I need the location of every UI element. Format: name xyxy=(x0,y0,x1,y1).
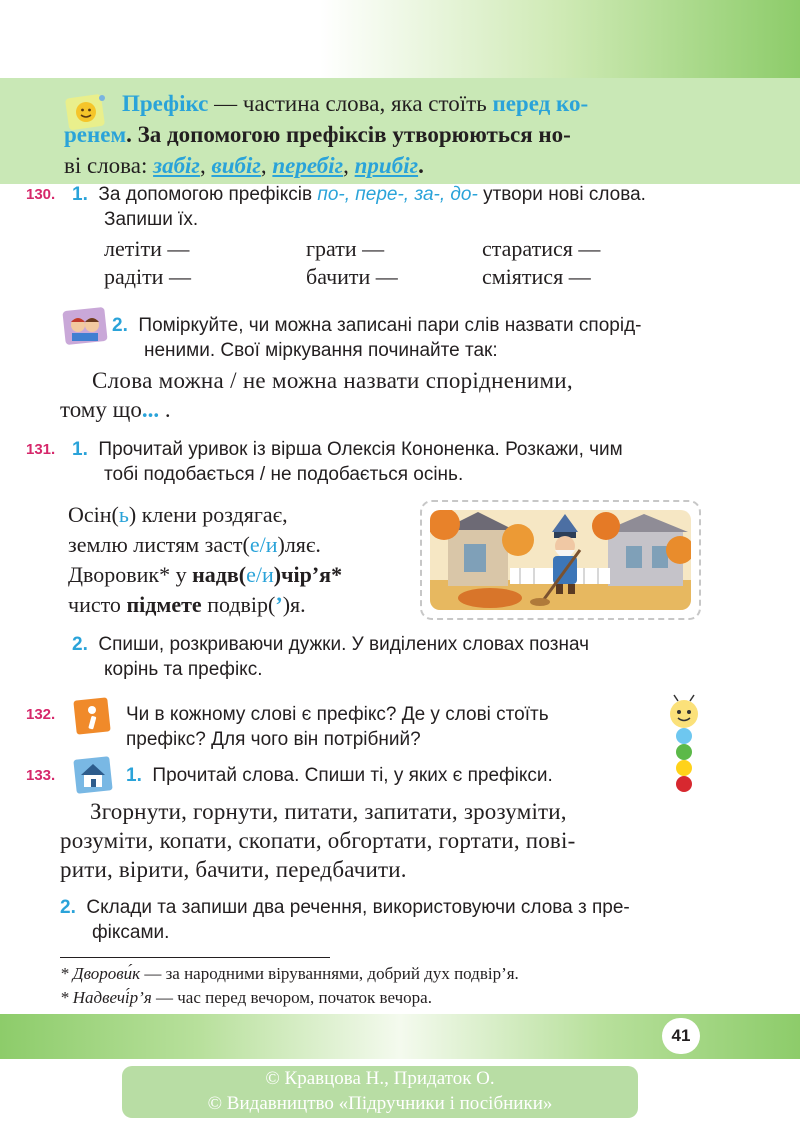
pair-work-icon xyxy=(62,306,108,346)
rule-examples-line: ві слова: забіг, вибіг, перебіг, прибіг. xyxy=(64,153,424,178)
example-word: прибіг xyxy=(354,153,419,178)
sentence-start-cont: тому що... . xyxy=(60,397,171,422)
poem xyxy=(68,500,342,620)
word-list-line: рити, вірити, бачити, передбачити. xyxy=(60,857,407,882)
footnotes xyxy=(60,962,519,1010)
task-131-2-cont: корінь та префікс. xyxy=(104,659,263,680)
task-133-2: 2. Склади та запиши два речення, використовуючи слова з пре- xyxy=(60,897,630,918)
word-list-line: Згорнути, горнути, питати, запитати, зрозуміти, xyxy=(90,799,567,824)
rule-definition: Префікс — частина слова, яка стоїть перед ко- xyxy=(122,91,589,116)
caterpillar-icon xyxy=(664,694,704,796)
task-131-1: 1. Прочитай уривок із вірша Олексія Кононенка. Розкажи, чим xyxy=(72,439,623,460)
header-band xyxy=(0,0,800,80)
exercise-number: 131. xyxy=(26,441,56,458)
task-131-2: 2. Спиши, розкриваючи дужки. У виділених словах познач xyxy=(72,634,590,655)
example-word: вибіг xyxy=(211,153,261,178)
exercise-number: 132. xyxy=(26,706,56,723)
copyright-box xyxy=(122,1066,638,1118)
exercise-number: 130. xyxy=(26,186,56,203)
pencil-think-icon xyxy=(72,696,112,736)
autumn-scene-image xyxy=(430,510,691,610)
task-131-1-cont: тобі подобається / не подобається осінь. xyxy=(104,464,464,485)
poem-line: землю листям заст(е/и)ляє. xyxy=(68,532,321,557)
footnote-divider xyxy=(60,957,330,958)
footnote: * Дворови́к — за народними віруваннями, добрий дух подвір’я. xyxy=(60,964,519,983)
example-word: перебіг xyxy=(272,153,344,178)
page-number: 41 xyxy=(662,1018,700,1054)
word-item: летіти — xyxy=(104,236,190,261)
task-132-line2: префікс? Для чого він потрібний? xyxy=(126,729,421,750)
task-130-1: 1. За допомогою префіксів по-, пере-, за-, до- утвори нові слова. xyxy=(72,184,646,205)
copyright-line: © Видавництво «Підручники і посібники» xyxy=(207,1093,553,1114)
copyright-line: © Кравцова Н., Придаток О. xyxy=(265,1068,495,1089)
task-130-2-cont: неними. Свої міркування починайте так: xyxy=(144,340,498,361)
word-item: старатися — xyxy=(482,236,601,261)
task-130-1-cont: Запиши їх. xyxy=(104,209,199,230)
example-word: забіг xyxy=(153,153,200,178)
task-133-2-cont: фіксами. xyxy=(92,922,170,943)
poem-line: Дворовик* у надв(е/и)чір’я* xyxy=(68,562,343,587)
task-133-1: 1. Прочитай слова. Спиши ті, у яких є префікси. xyxy=(126,765,553,786)
house-icon xyxy=(72,755,114,795)
footnote: * Надвечі́р’я — час перед вечором, початок вечора. xyxy=(60,988,432,1007)
autumn-illustration xyxy=(420,500,701,620)
task-132-line1: Чи в кожному слові є префікс? Де у слові стоїть xyxy=(126,704,549,725)
task-130-2: 2. Поміркуйте, чи можна записані пари слів назвати спорід- xyxy=(112,315,642,336)
sentence-start: Слова можна / не можна назвати спорідненими, xyxy=(92,368,573,393)
word-item: сміятися — xyxy=(482,264,591,289)
word-item: грати — xyxy=(306,236,385,261)
word-list-line: розуміти, копати, скопати, обгортати, гортати, пові- xyxy=(60,828,576,853)
poem-line: чисто підмете подвір(’)я. xyxy=(68,592,306,617)
rule-term: Префікс xyxy=(122,91,209,116)
exercise-number: 133. xyxy=(26,767,56,784)
poem-line: Осін(ь) клени роздягає, xyxy=(68,502,288,527)
word-item: радіти — xyxy=(104,264,191,289)
word-item: бачити — xyxy=(306,264,398,289)
rule-definition-line2: ренем. За допомогою префіксів утворюються но- xyxy=(64,122,571,147)
